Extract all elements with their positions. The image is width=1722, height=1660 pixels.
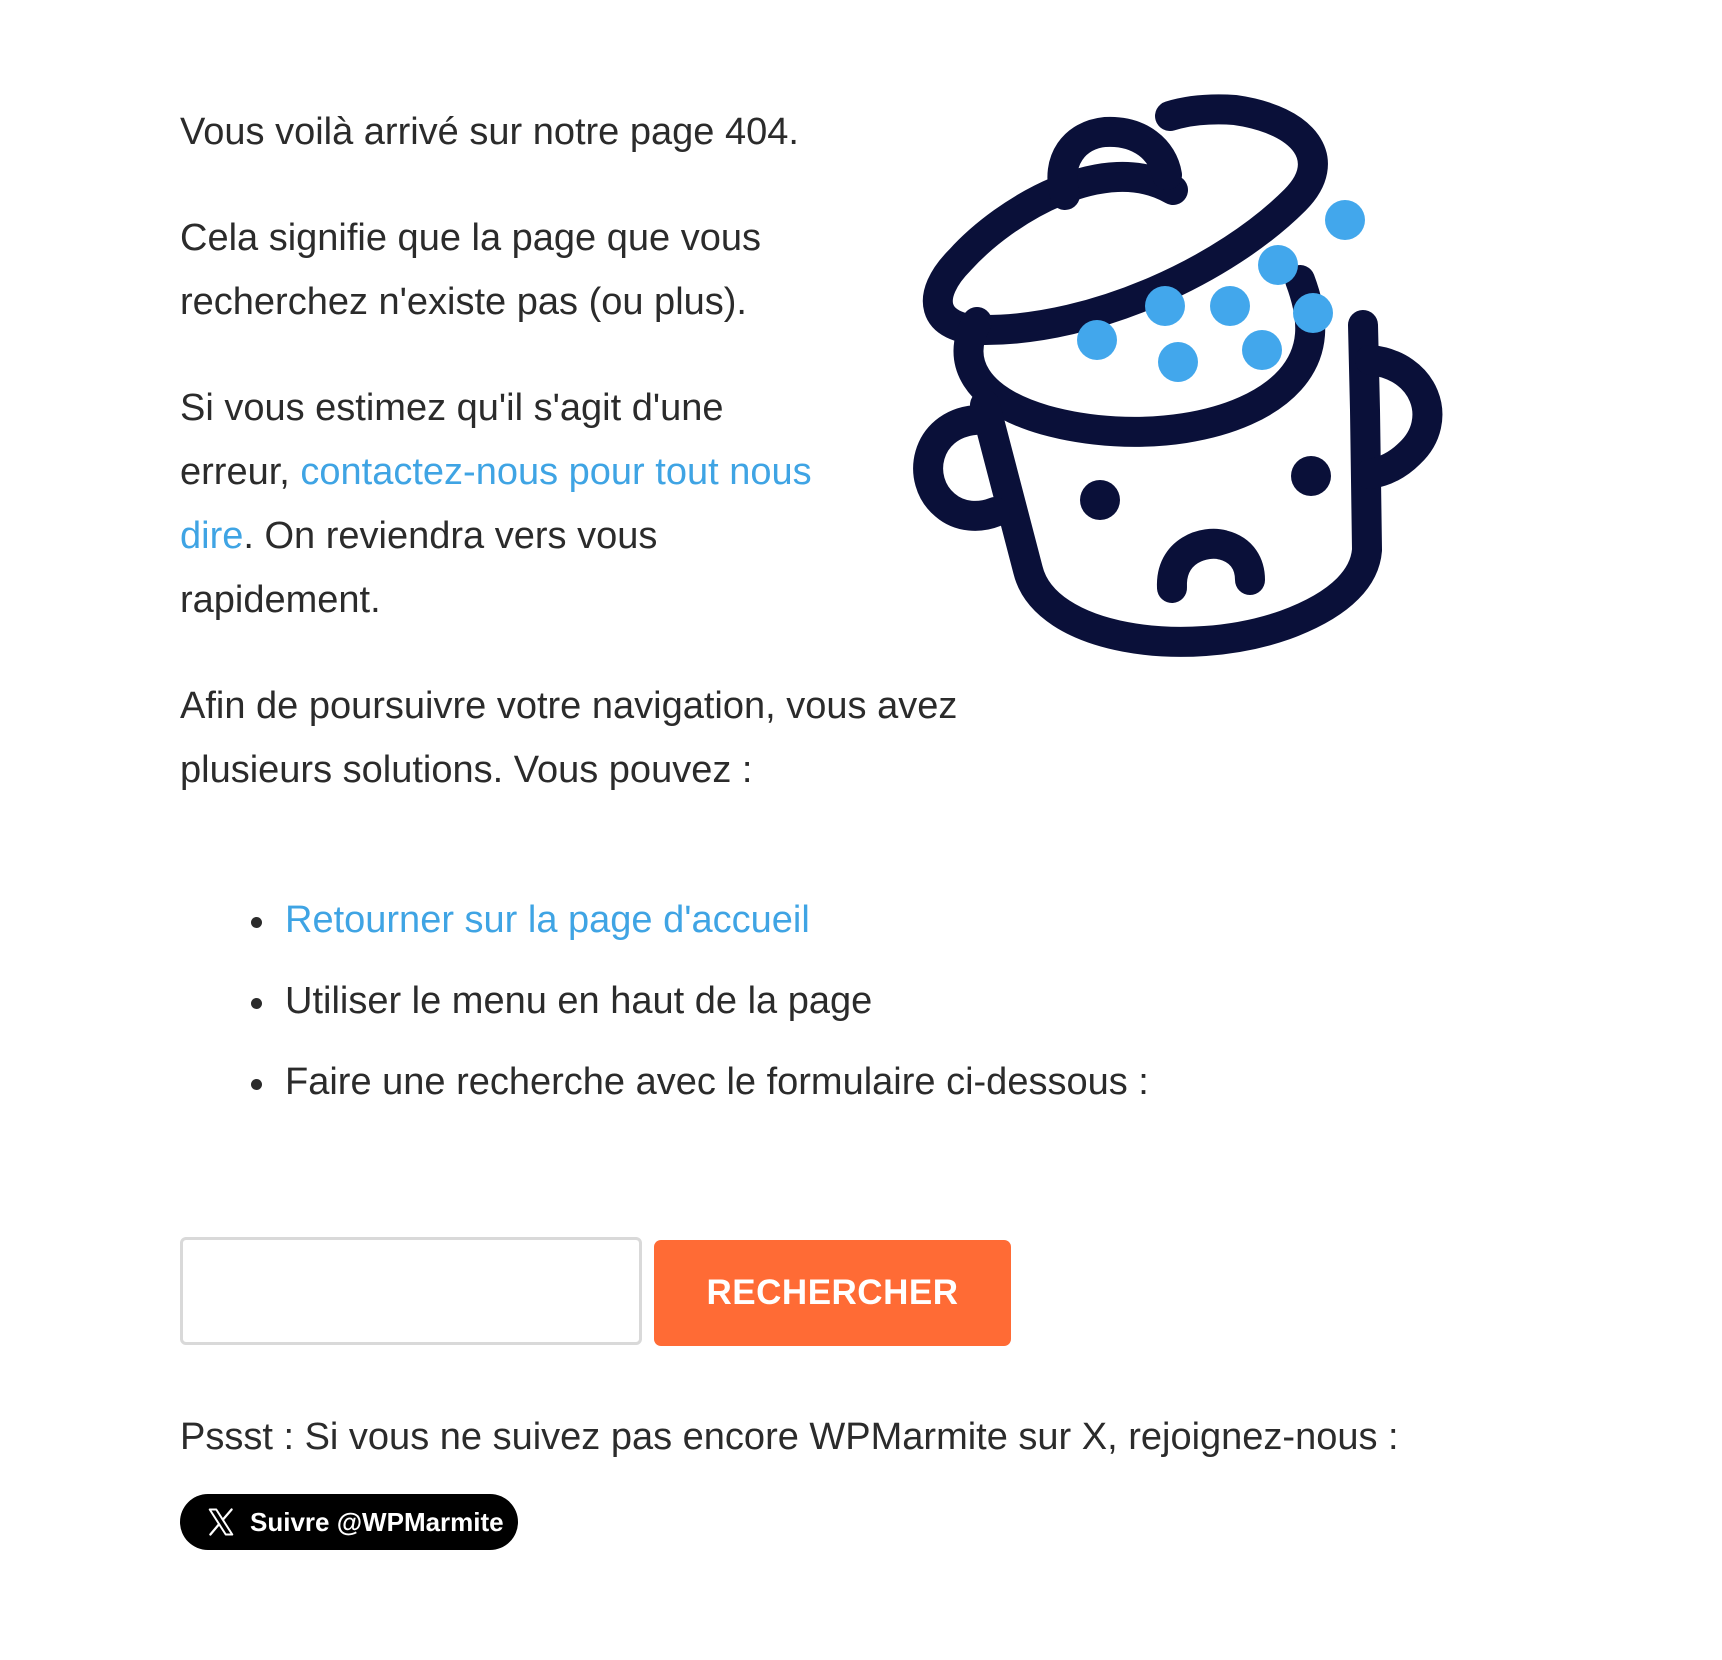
sad-pot-icon <box>905 80 1475 690</box>
pssst-text: Pssst : Si vous ne suivez pas encore WPMarmite sur X, rejoignez-nous : <box>180 1416 1399 1458</box>
intro-text-meaning: Cela signifie que la page que vous recherchez n'existe pas (ou plus). <box>180 217 761 323</box>
follow-label: Suivre @WPMarmite <box>250 1506 504 1537</box>
search-form <box>180 1237 1011 1346</box>
search-input[interactable] <box>180 1237 642 1345</box>
options-list <box>180 888 1480 1114</box>
contact-link[interactable]: contactez-nous pour tout nous dire <box>180 451 812 557</box>
list-item: Utiliser le menu en haut de la page <box>285 969 1480 1033</box>
x-logo-icon <box>206 1507 236 1537</box>
list-item <box>285 888 1480 952</box>
intro-text-error <box>180 376 820 632</box>
list-item: Faire une recherche avec le formulaire ci-dessous : <box>285 1050 1480 1114</box>
home-link[interactable]: Retourner sur la page d'accueil <box>285 899 810 941</box>
follow-x-button[interactable] <box>180 1494 518 1550</box>
search-button[interactable]: RECHERCHER <box>654 1240 1011 1346</box>
intro-text-404: Vous voilà arrivé sur notre page 404. <box>180 111 799 153</box>
intro-error-prefix: Si vous estimez qu'il s'agit d'une erreur, <box>180 387 724 493</box>
intro-error-suffix: . On reviendra vers vous rapidement. <box>180 515 658 621</box>
intro-text-navigation: Afin de poursuivre votre navigation, vous avez plusieurs solutions. Vous pouvez : <box>180 685 958 791</box>
